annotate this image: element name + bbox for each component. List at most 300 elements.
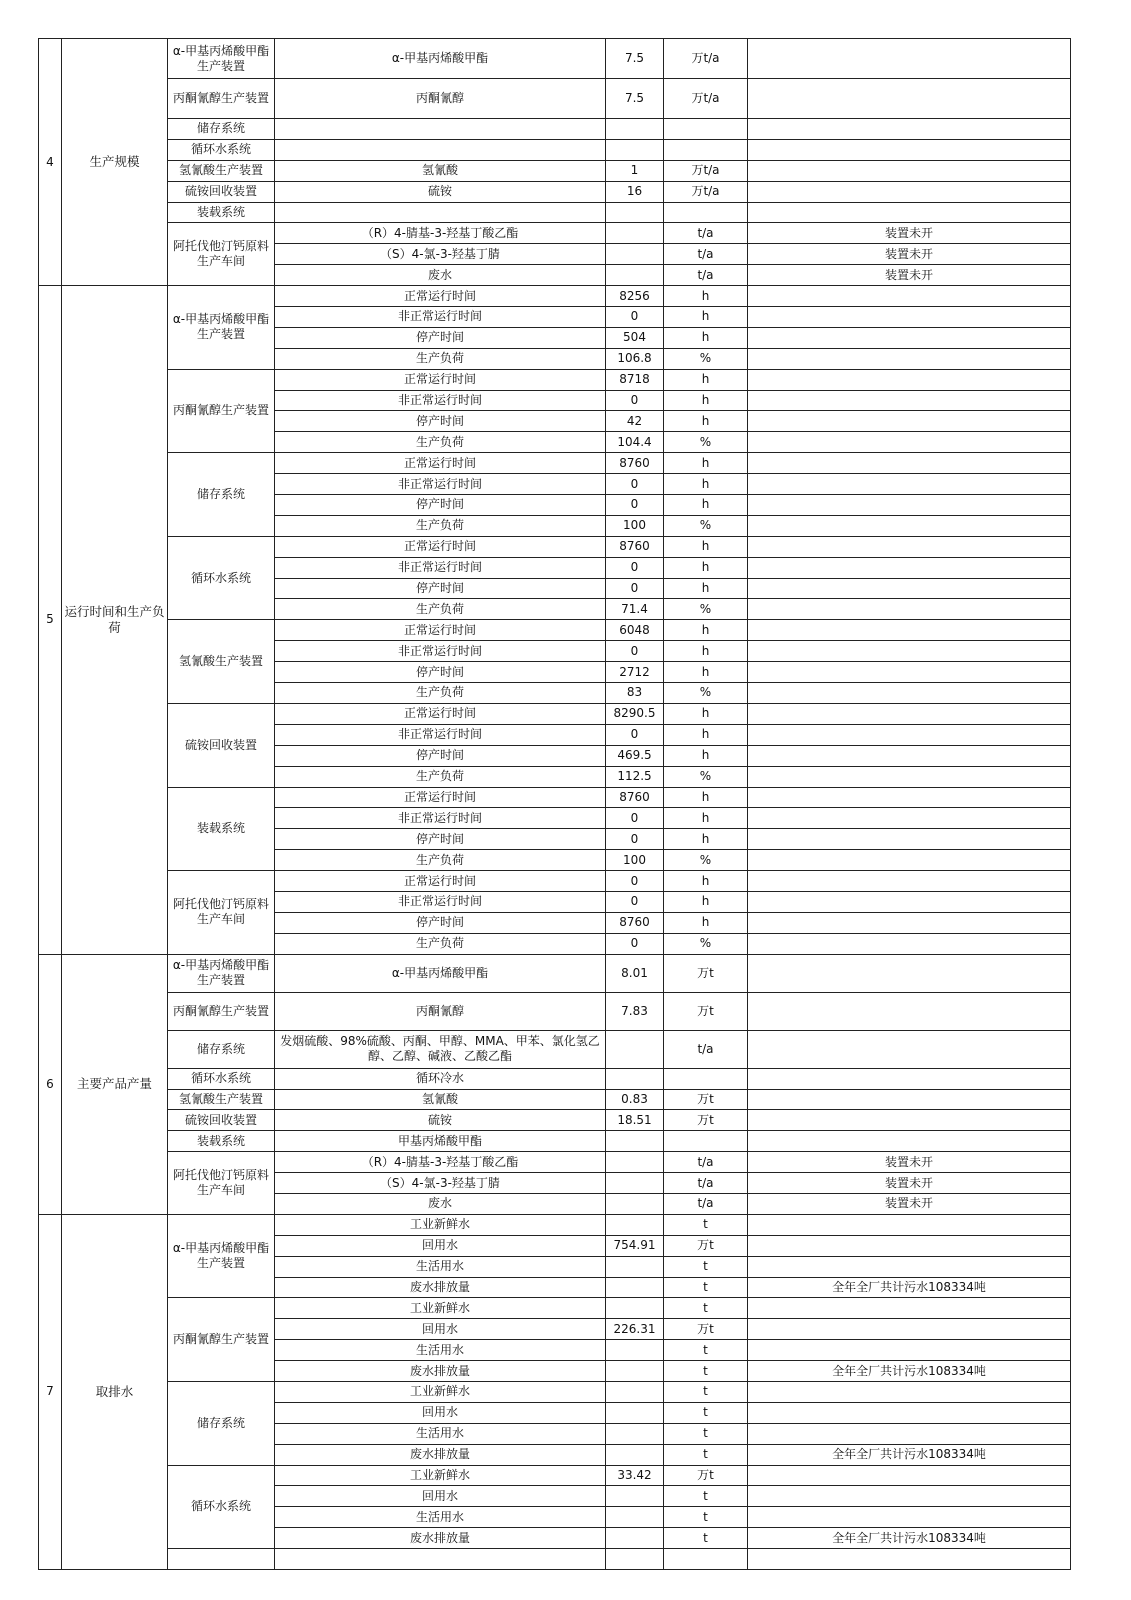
item-cell: 生产负荷 (275, 683, 606, 704)
note-cell (748, 1214, 1071, 1235)
item-cell: （R）4-腈基-3-羟基丁酸乙酯 (275, 1152, 606, 1173)
item-cell: 正常运行时间 (275, 286, 606, 307)
item-cell: 停产时间 (275, 495, 606, 516)
note-cell (748, 307, 1071, 328)
note-cell (748, 348, 1071, 369)
unit-cell: t/a (664, 1152, 748, 1173)
unit-cell: h (664, 474, 748, 495)
note-cell (748, 745, 1071, 766)
value-cell (606, 119, 664, 140)
unit-cell: t (664, 1361, 748, 1382)
table-row (39, 1030, 1071, 1068)
note-cell (748, 286, 1071, 307)
section-category: 运行时间和生产负荷 (62, 286, 168, 955)
value-cell: 0 (606, 474, 664, 495)
note-cell (748, 160, 1071, 181)
value-cell (606, 1423, 664, 1444)
unit-cell: 万t (664, 954, 748, 992)
item-cell: 停产时间 (275, 912, 606, 933)
note-cell (748, 891, 1071, 912)
item-cell: 正常运行时间 (275, 703, 606, 724)
note-cell (748, 641, 1071, 662)
value-cell (606, 1256, 664, 1277)
note-cell (748, 703, 1071, 724)
note-cell (748, 1465, 1071, 1486)
unit-name-cell: 循环水系统 (168, 1068, 275, 1089)
value-cell: 100 (606, 515, 664, 536)
value-cell: 100 (606, 850, 664, 871)
unit-cell: h (664, 662, 748, 683)
value-cell: 0 (606, 829, 664, 850)
value-cell: 6048 (606, 620, 664, 641)
item-cell: 生产负荷 (275, 766, 606, 787)
item-cell: 停产时间 (275, 829, 606, 850)
note-cell: 装置未开 (748, 244, 1071, 265)
unit-cell: t/a (664, 223, 748, 244)
item-cell: 生活用水 (275, 1507, 606, 1528)
value-cell (606, 1444, 664, 1465)
item-cell: 正常运行时间 (275, 871, 606, 892)
unit-name-cell: 阿托伐他汀钙原料生产车间 (168, 871, 275, 955)
data-table (38, 38, 1071, 1570)
value-cell: 1 (606, 160, 664, 181)
item-cell: 非正常运行时间 (275, 557, 606, 578)
item-cell: （S）4-氯-3-羟基丁腈 (275, 244, 606, 265)
item-cell: 丙酮氰醇 (275, 992, 606, 1030)
unit-name-cell: 阿托伐他汀钙原料生产车间 (168, 223, 275, 286)
item-cell (275, 119, 606, 140)
item-cell: 正常运行时间 (275, 369, 606, 390)
table-row (39, 992, 1071, 1030)
value-cell: 754.91 (606, 1235, 664, 1256)
value-cell (606, 139, 664, 160)
unit-cell: h (664, 557, 748, 578)
item-cell: 回用水 (275, 1319, 606, 1340)
value-cell (606, 265, 664, 286)
unit-cell: t (664, 1277, 748, 1298)
note-cell (748, 411, 1071, 432)
unit-cell: h (664, 369, 748, 390)
table-row (39, 1068, 1071, 1089)
table-row (39, 79, 1071, 119)
value-cell (606, 202, 664, 223)
unit-name-cell: 硫铵回收装置 (168, 1110, 275, 1131)
unit-cell: % (664, 432, 748, 453)
unit-cell: t/a (664, 1030, 748, 1068)
unit-cell: 万t (664, 1319, 748, 1340)
unit-cell: h (664, 641, 748, 662)
table-row (39, 453, 1071, 474)
note-cell: 全年全厂共计污水108334吨 (748, 1361, 1071, 1382)
table-row (39, 1131, 1071, 1152)
value-cell: 0 (606, 891, 664, 912)
item-cell: 正常运行时间 (275, 453, 606, 474)
item-cell: 生活用水 (275, 1340, 606, 1361)
note-cell: 装置未开 (748, 265, 1071, 286)
value-cell (606, 1507, 664, 1528)
item-cell: 停产时间 (275, 411, 606, 432)
unit-cell: h (664, 536, 748, 557)
value-cell: 0 (606, 641, 664, 662)
item-cell: 停产时间 (275, 745, 606, 766)
value-cell: 0 (606, 307, 664, 328)
note-cell (748, 139, 1071, 160)
unit-name-cell: 循环水系统 (168, 536, 275, 620)
note-cell (748, 933, 1071, 954)
unit-cell: t (664, 1486, 748, 1507)
note-cell (748, 432, 1071, 453)
item-cell: 生活用水 (275, 1256, 606, 1277)
item-cell: （S）4-氯-3-羟基丁腈 (275, 1173, 606, 1194)
section-index: 6 (39, 954, 62, 1214)
table-row (39, 160, 1071, 181)
note-cell (748, 495, 1071, 516)
unit-cell: h (664, 495, 748, 516)
note-cell (748, 1298, 1071, 1319)
value-cell: 8760 (606, 536, 664, 557)
note-cell: 全年全厂共计污水108334吨 (748, 1528, 1071, 1549)
unit-name-cell: 储存系统 (168, 1381, 275, 1465)
value-cell (606, 1030, 664, 1068)
unit-name-cell: α-甲基丙烯酸甲酯生产装置 (168, 39, 275, 79)
item-cell: 硫铵 (275, 181, 606, 202)
item-cell: 停产时间 (275, 327, 606, 348)
note-cell (748, 829, 1071, 850)
table-row (39, 202, 1071, 223)
unit-cell (664, 119, 748, 140)
item-cell: 工业新鲜水 (275, 1381, 606, 1402)
unit-cell: 万t/a (664, 39, 748, 79)
unit-cell: h (664, 808, 748, 829)
unit-cell: t (664, 1528, 748, 1549)
item-cell: 生产负荷 (275, 348, 606, 369)
unit-cell: 万t (664, 1465, 748, 1486)
item-cell: 停产时间 (275, 578, 606, 599)
table-row (39, 1549, 1071, 1570)
value-cell (606, 1173, 664, 1194)
unit-cell: % (664, 515, 748, 536)
item-cell: 非正常运行时间 (275, 891, 606, 912)
item-cell: 硫铵 (275, 1110, 606, 1131)
unit-cell: h (664, 578, 748, 599)
unit-name-cell: 阿托伐他汀钙原料生产车间 (168, 1152, 275, 1215)
item-cell: 生产负荷 (275, 850, 606, 871)
unit-cell: h (664, 286, 748, 307)
note-cell (748, 578, 1071, 599)
item-cell: 丙酮氰醇 (275, 79, 606, 119)
unit-cell: t (664, 1507, 748, 1528)
note-cell: 装置未开 (748, 1152, 1071, 1173)
unit-name-cell: 循环水系统 (168, 139, 275, 160)
value-cell: 42 (606, 411, 664, 432)
note-cell (748, 787, 1071, 808)
value-cell: 7.5 (606, 79, 664, 119)
table-row (39, 119, 1071, 140)
unit-cell: h (664, 829, 748, 850)
unit-cell: t (664, 1214, 748, 1235)
value-cell (606, 1068, 664, 1089)
note-cell (748, 1110, 1071, 1131)
note-cell (748, 1381, 1071, 1402)
item-cell: 生产负荷 (275, 933, 606, 954)
note-cell (748, 327, 1071, 348)
value-cell (606, 1486, 664, 1507)
item-cell: 非正常运行时间 (275, 307, 606, 328)
table-row (39, 1298, 1071, 1319)
section-category: 主要产品产量 (62, 954, 168, 1214)
note-cell (748, 992, 1071, 1030)
item-cell: 回用水 (275, 1486, 606, 1507)
item-cell: 工业新鲜水 (275, 1465, 606, 1486)
unit-cell: % (664, 933, 748, 954)
item-cell: 回用水 (275, 1402, 606, 1423)
table-row (39, 1152, 1071, 1173)
value-cell: 0 (606, 808, 664, 829)
unit-cell: h (664, 411, 748, 432)
unit-cell: 万t/a (664, 160, 748, 181)
value-cell (606, 1131, 664, 1152)
value-cell: 469.5 (606, 745, 664, 766)
unit-name-cell: 氢氰酸生产装置 (168, 1089, 275, 1110)
note-cell (748, 453, 1071, 474)
value-cell: 16 (606, 181, 664, 202)
value-cell: 8256 (606, 286, 664, 307)
value-cell: 18.51 (606, 1110, 664, 1131)
note-cell (748, 954, 1071, 992)
note-cell: 装置未开 (748, 1193, 1071, 1214)
table-row (39, 369, 1071, 390)
note-cell: 装置未开 (748, 223, 1071, 244)
unit-name-cell: 储存系统 (168, 119, 275, 140)
value-cell (606, 1214, 664, 1235)
unit-name-cell: 氢氰酸生产装置 (168, 620, 275, 704)
unit-cell: h (664, 307, 748, 328)
value-cell: 7.5 (606, 39, 664, 79)
note-cell (748, 1319, 1071, 1340)
unit-name-cell: 氢氰酸生产装置 (168, 160, 275, 181)
section-category: 生产规模 (62, 39, 168, 286)
item-cell: 发烟硫酸、98%硫酸、丙酮、甲醇、MMA、甲苯、氯化氢乙醇、乙醇、碱液、乙酸乙酯 (275, 1030, 606, 1068)
unit-cell: h (664, 327, 748, 348)
unit-cell: % (664, 766, 748, 787)
value-cell: 0 (606, 390, 664, 411)
item-cell: 废水排放量 (275, 1361, 606, 1382)
unit-cell: t/a (664, 265, 748, 286)
item-cell: 氢氰酸 (275, 1089, 606, 1110)
table-row (39, 703, 1071, 724)
value-cell: 8760 (606, 787, 664, 808)
unit-name-cell: 硫铵回收装置 (168, 703, 275, 787)
item-cell: 工业新鲜水 (275, 1298, 606, 1319)
unit-name-cell: 装载系统 (168, 1131, 275, 1152)
item-cell: 非正常运行时间 (275, 808, 606, 829)
note-cell (748, 1549, 1071, 1570)
unit-name-cell: 循环水系统 (168, 1465, 275, 1549)
table-row (39, 871, 1071, 892)
item-cell: 工业新鲜水 (275, 1214, 606, 1235)
unit-cell: h (664, 745, 748, 766)
unit-cell (664, 1549, 748, 1570)
note-cell (748, 515, 1071, 536)
table-row (39, 181, 1071, 202)
item-cell: 废水 (275, 265, 606, 286)
value-cell: 83 (606, 683, 664, 704)
value-cell: 8718 (606, 369, 664, 390)
item-cell: 生产负荷 (275, 599, 606, 620)
value-cell (606, 1340, 664, 1361)
note-cell (748, 1423, 1071, 1444)
unit-name-cell: 装载系统 (168, 202, 275, 223)
value-cell (606, 1152, 664, 1173)
note-cell (748, 369, 1071, 390)
item-cell: 生活用水 (275, 1423, 606, 1444)
unit-cell: 万t (664, 1235, 748, 1256)
unit-cell: h (664, 390, 748, 411)
unit-name-cell: 储存系统 (168, 1030, 275, 1068)
note-cell (748, 620, 1071, 641)
table-row (39, 1214, 1071, 1235)
value-cell (606, 1298, 664, 1319)
table-row (39, 286, 1071, 307)
unit-cell: t (664, 1423, 748, 1444)
note-cell (748, 474, 1071, 495)
table-row (39, 1110, 1071, 1131)
note-cell (748, 766, 1071, 787)
unit-cell: t/a (664, 244, 748, 265)
section-index: 5 (39, 286, 62, 955)
unit-cell: 万t (664, 1110, 748, 1131)
unit-cell: h (664, 912, 748, 933)
note-cell (748, 202, 1071, 223)
unit-cell: 万t (664, 1089, 748, 1110)
item-cell (275, 1549, 606, 1570)
unit-name-cell: 硫铵回收装置 (168, 181, 275, 202)
unit-cell: 万t/a (664, 79, 748, 119)
value-cell: 226.31 (606, 1319, 664, 1340)
item-cell: 停产时间 (275, 662, 606, 683)
unit-cell: t/a (664, 1193, 748, 1214)
note-cell (748, 599, 1071, 620)
note-cell: 全年全厂共计污水108334吨 (748, 1444, 1071, 1465)
item-cell: 正常运行时间 (275, 787, 606, 808)
unit-name-cell: 储存系统 (168, 453, 275, 537)
unit-name-cell (168, 1549, 275, 1570)
note-cell (748, 79, 1071, 119)
unit-cell: h (664, 724, 748, 745)
unit-cell: 万t/a (664, 181, 748, 202)
value-cell: 0 (606, 557, 664, 578)
unit-cell: t (664, 1340, 748, 1361)
unit-cell: h (664, 871, 748, 892)
note-cell (748, 1340, 1071, 1361)
unit-cell: h (664, 453, 748, 474)
table-body (39, 39, 1071, 1570)
item-cell: （R）4-腈基-3-羟基丁酸乙酯 (275, 223, 606, 244)
value-cell (606, 244, 664, 265)
value-cell: 0 (606, 578, 664, 599)
unit-name-cell: 丙酮氰醇生产装置 (168, 79, 275, 119)
item-cell: 甲基丙烯酸甲酯 (275, 1131, 606, 1152)
section-index: 7 (39, 1214, 62, 1569)
table-row (39, 954, 1071, 992)
item-cell: 废水 (275, 1193, 606, 1214)
item-cell: α-甲基丙烯酸甲酯 (275, 954, 606, 992)
item-cell: 非正常运行时间 (275, 724, 606, 745)
value-cell: 0 (606, 495, 664, 516)
unit-cell: % (664, 348, 748, 369)
section-category: 取排水 (62, 1214, 168, 1569)
note-cell (748, 1089, 1071, 1110)
note-cell (748, 1486, 1071, 1507)
item-cell: 回用水 (275, 1235, 606, 1256)
item-cell: 非正常运行时间 (275, 474, 606, 495)
table-row (39, 223, 1071, 244)
note-cell (748, 724, 1071, 745)
note-cell (748, 536, 1071, 557)
note-cell (748, 1507, 1071, 1528)
item-cell: 非正常运行时间 (275, 641, 606, 662)
unit-cell: t (664, 1298, 748, 1319)
item-cell (275, 202, 606, 223)
unit-cell: t (664, 1381, 748, 1402)
item-cell: 废水排放量 (275, 1444, 606, 1465)
note-cell: 全年全厂共计污水108334吨 (748, 1277, 1071, 1298)
value-cell: 0.83 (606, 1089, 664, 1110)
note-cell (748, 1256, 1071, 1277)
value-cell (606, 1528, 664, 1549)
unit-cell: % (664, 850, 748, 871)
unit-cell (664, 1068, 748, 1089)
note-cell: 装置未开 (748, 1173, 1071, 1194)
value-cell: 2712 (606, 662, 664, 683)
unit-cell: t (664, 1402, 748, 1423)
value-cell (606, 223, 664, 244)
unit-name-cell: α-甲基丙烯酸甲酯生产装置 (168, 954, 275, 992)
value-cell: 8290.5 (606, 703, 664, 724)
note-cell (748, 1131, 1071, 1152)
table-row (39, 536, 1071, 557)
note-cell (748, 39, 1071, 79)
note-cell (748, 1402, 1071, 1423)
unit-name-cell: 装载系统 (168, 787, 275, 871)
note-cell (748, 871, 1071, 892)
value-cell: 104.4 (606, 432, 664, 453)
unit-cell: h (664, 620, 748, 641)
table-row (39, 787, 1071, 808)
value-cell (606, 1381, 664, 1402)
note-cell (748, 557, 1071, 578)
note-cell (748, 683, 1071, 704)
note-cell (748, 119, 1071, 140)
value-cell (606, 1402, 664, 1423)
value-cell: 33.42 (606, 1465, 664, 1486)
table-row (39, 1465, 1071, 1486)
table-row (39, 1381, 1071, 1402)
item-cell: 生产负荷 (275, 432, 606, 453)
section-index: 4 (39, 39, 62, 286)
unit-cell: t (664, 1444, 748, 1465)
value-cell (606, 1193, 664, 1214)
value-cell: 0 (606, 933, 664, 954)
note-cell (748, 808, 1071, 829)
value-cell: 112.5 (606, 766, 664, 787)
value-cell: 106.8 (606, 348, 664, 369)
unit-cell (664, 1131, 748, 1152)
value-cell: 71.4 (606, 599, 664, 620)
value-cell: 8760 (606, 912, 664, 933)
unit-name-cell: 丙酮氰醇生产装置 (168, 992, 275, 1030)
item-cell: α-甲基丙烯酸甲酯 (275, 39, 606, 79)
